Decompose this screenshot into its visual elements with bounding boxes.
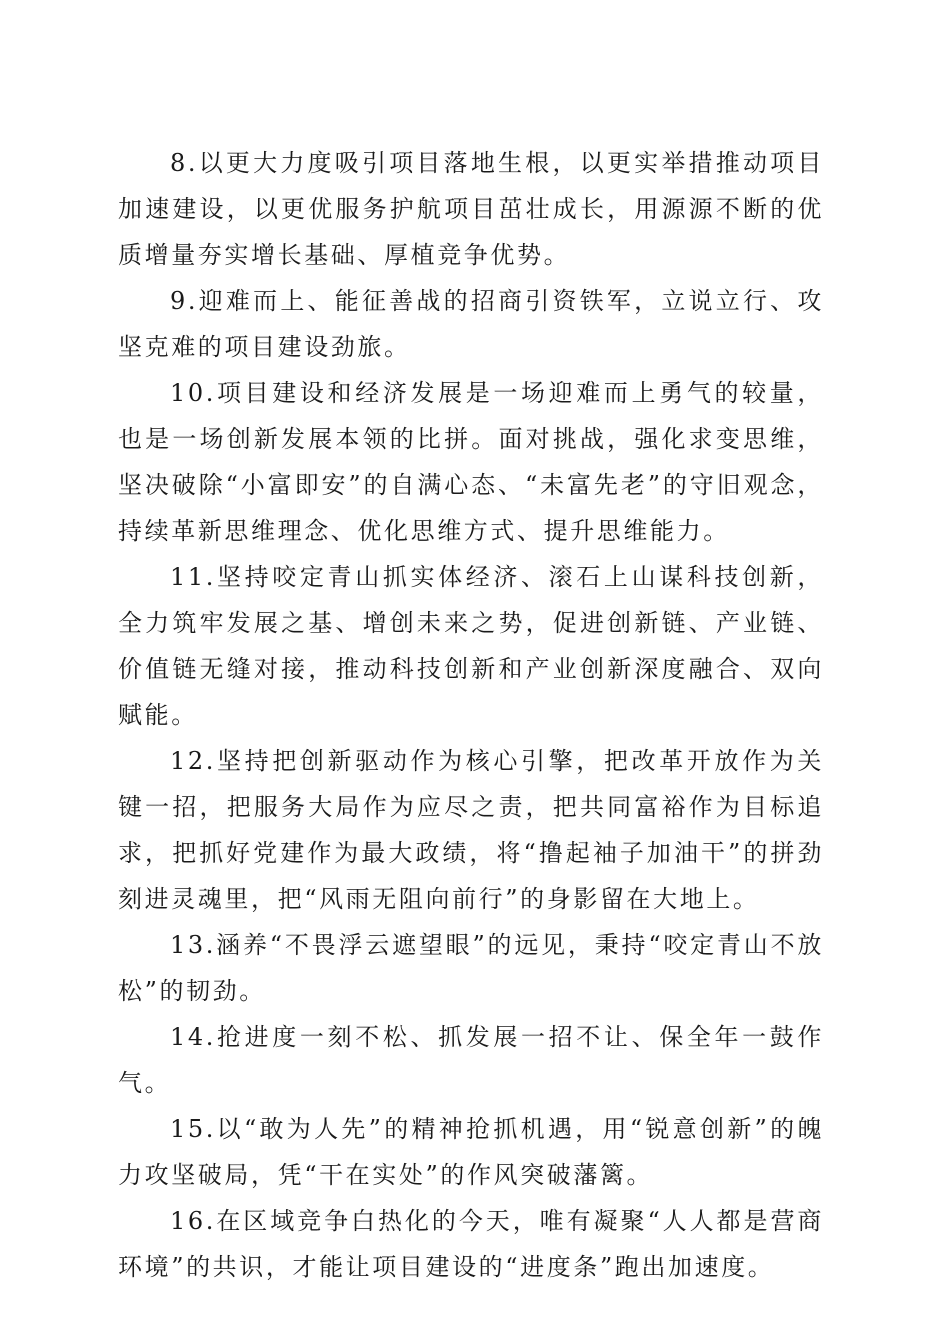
paragraph-14: 14.抢进度一刻不松、抓发展一招不让、保全年一鼓作气。 — [118, 1023, 824, 1097]
document-body — [118, 140, 824, 1290]
paragraph-15: 15.以“敢为人先”的精神抢抓机遇，用“锐意创新”的魄力攻坚破局，凭“干在实处”的作风突破藩篱。 — [118, 1115, 824, 1189]
paragraph-9: 9.迎难而上、能征善战的招商引资铁军，立说立行、攻坚克难的项目建设劲旅。 — [118, 287, 824, 361]
paragraph-11: 11.坚持咬定青山抓实体经济、滚石上山谋科技创新，全力筑牢发展之基、增创未来之势，促进创新链、产业链、价值链无缝对接，推动科技创新和产业创新深度融合、双向赋能。 — [118, 563, 824, 729]
paragraph-10: 10.项目建设和经济发展是一场迎难而上勇气的较量，也是一场创新发展本领的比拼。面对挑战，强化求变思维，坚决破除“小富即安”的自满心态、“未富先老”的守旧观念，持续革新思维理念、优化思维方式、提升思维能力。 — [118, 379, 824, 545]
paragraph-8: 8.以更大力度吸引项目落地生根，以更实举措推动项目加速建设，以更优服务护航项目茁壮成长，用源源不断的优质增量夯实增长基础、厚植竞争优势。 — [118, 149, 824, 269]
paragraph-13: 13.涵养“不畏浮云遮望眼”的远见，秉持“咬定青山不放松”的韧劲。 — [118, 931, 824, 1005]
paragraph-16: 16.在区域竞争白热化的今天，唯有凝聚“人人都是营商环境”的共识，才能让项目建设的“进度条”跑出加速度。 — [118, 1207, 824, 1281]
paragraph-12: 12.坚持把创新驱动作为核心引擎，把改革开放作为关键一招，把服务大局作为应尽之责，把共同富裕作为目标追求，把抓好党建作为最大政绩，将“撸起袖子加油干”的拼劲刻进灵魂里，把“风雨无阻向前行”的身影留在大地上。 — [118, 747, 824, 913]
